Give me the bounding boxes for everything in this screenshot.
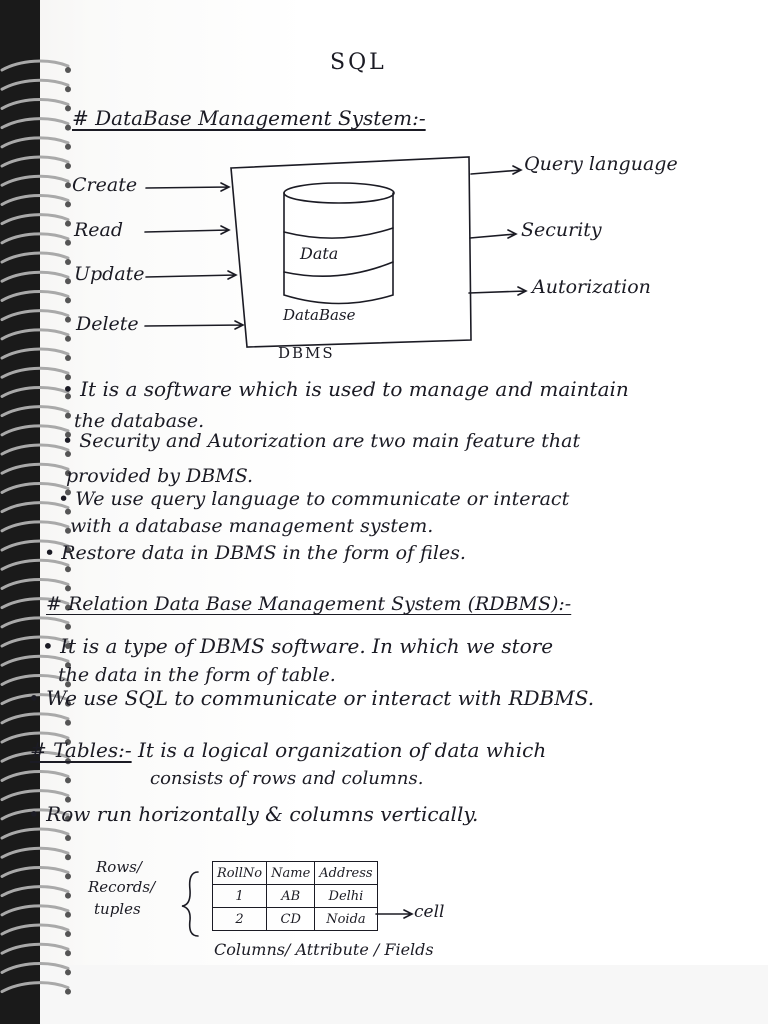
cell-arrow xyxy=(376,910,412,918)
table-header-cell: Address xyxy=(315,862,377,885)
rdbms-note-1-line-1: • It is a type of DBMS software. In which we store xyxy=(42,634,554,658)
binding-hole xyxy=(65,297,71,303)
database-label: DataBase xyxy=(283,306,356,324)
columns-label: Columns/ Attribute / Fields xyxy=(214,940,434,959)
binding-hole xyxy=(65,950,71,956)
table-header-row xyxy=(213,862,378,885)
dbms-note-2-line-2: provided by DBMS. xyxy=(66,465,254,487)
binding-hole xyxy=(65,240,71,246)
binding-hole xyxy=(65,317,71,323)
dbms-box-label: DBMS xyxy=(278,344,335,362)
table-cell: 1 xyxy=(213,885,267,908)
binding-hole xyxy=(65,566,71,572)
example-table xyxy=(212,861,378,931)
cylinder-top xyxy=(284,183,394,203)
binding-hole xyxy=(65,912,71,918)
arrow-create xyxy=(146,183,229,191)
binding-hole xyxy=(65,893,71,899)
arrow-update xyxy=(146,271,236,279)
binding-hole xyxy=(65,182,71,188)
dbms-note-1-line-1: • It is a software which is used to manage and maintain xyxy=(62,377,629,401)
binding-hole xyxy=(65,989,71,995)
binding-hole xyxy=(65,144,71,150)
binding-hole xyxy=(65,163,71,169)
arrow-query xyxy=(471,166,521,174)
page-bottom-shade xyxy=(0,965,768,1024)
label-create: Create xyxy=(72,174,138,196)
table-cell: Noida xyxy=(315,908,377,931)
table-cell: AB xyxy=(267,885,315,908)
tables-heading-label: # Tables:- xyxy=(30,738,132,762)
arrow-autorization xyxy=(469,287,526,295)
binding-hole xyxy=(65,413,71,419)
tables-definition-line-2: consists of rows and columns. xyxy=(150,768,424,789)
table-cell: CD xyxy=(267,908,315,931)
dbms-note-3-line-1: • We use query language to communicate or interact xyxy=(58,488,570,510)
table-cell: 2 xyxy=(213,908,267,931)
binding-hole xyxy=(65,125,71,131)
table-row xyxy=(213,908,378,931)
rdbms-note-1-line-2: the data in the form of table. xyxy=(58,664,336,686)
binding-hole xyxy=(65,201,71,207)
table-header-cell: RollNo xyxy=(213,862,267,885)
label-read: Read xyxy=(74,219,124,241)
rows-brace xyxy=(182,872,198,936)
binding-hole xyxy=(65,777,71,783)
binding-hole xyxy=(65,969,71,975)
cell-label: cell xyxy=(414,902,445,922)
arrow-security xyxy=(470,230,516,238)
dbms-note-1-line-2: the database. xyxy=(74,410,205,432)
table-header-cell: Name xyxy=(267,862,315,885)
table-row xyxy=(213,885,378,908)
rdbms-note-2-line-1: • We use SQL to communicate or interact with RDBMS. xyxy=(28,686,595,710)
binding-hole xyxy=(65,105,71,111)
binding-hole xyxy=(65,221,71,227)
binding-hole xyxy=(65,854,71,860)
binding-hole xyxy=(65,336,71,342)
dbms-heading: # DataBase Management System:- xyxy=(72,106,426,130)
rdbms-heading: # Relation Data Base Management System (RDBMS):- xyxy=(46,593,572,615)
binding-hole xyxy=(65,835,71,841)
tables-definition-line-1: It is a logical organization of data which xyxy=(137,738,547,762)
table-cell: Delhi xyxy=(315,885,377,908)
cylinder-data-label: Data xyxy=(300,244,339,263)
arrow-delete xyxy=(145,321,243,329)
binding-hole xyxy=(65,259,71,265)
dbms-note-3-line-2: with a database management system. xyxy=(70,515,434,537)
page-title: SQL xyxy=(330,50,387,75)
dbms-note-2-line-1: • Security and Autorization are two main feature that xyxy=(62,430,581,452)
binding-hole xyxy=(65,278,71,284)
tables-heading xyxy=(30,738,546,762)
spiral-binding xyxy=(0,0,80,1024)
binding-hole xyxy=(65,873,71,879)
binding-hole xyxy=(65,355,71,361)
binding-hole xyxy=(65,931,71,937)
label-delete: Delete xyxy=(76,313,139,335)
label-update: Update xyxy=(74,263,145,285)
binding-hole xyxy=(65,585,71,591)
label-security: Security xyxy=(521,219,602,241)
binding-hole xyxy=(65,624,71,630)
label-query-language: Query language xyxy=(524,153,678,175)
binding-hole xyxy=(65,67,71,73)
binding-hole xyxy=(65,720,71,726)
label-autorization: Autorization xyxy=(532,276,651,298)
rows-label-2: Records/ xyxy=(88,878,156,896)
dbms-note-4-line-1: • Restore data in DBMS in the form of files. xyxy=(44,542,466,564)
binding-hole xyxy=(65,86,71,92)
rows-label-3: tuples xyxy=(94,900,141,918)
rows-label-1: Rows/ xyxy=(96,858,142,876)
arrow-read xyxy=(145,226,229,234)
tables-note: • Row run horizontally & columns vertically. xyxy=(28,802,479,826)
